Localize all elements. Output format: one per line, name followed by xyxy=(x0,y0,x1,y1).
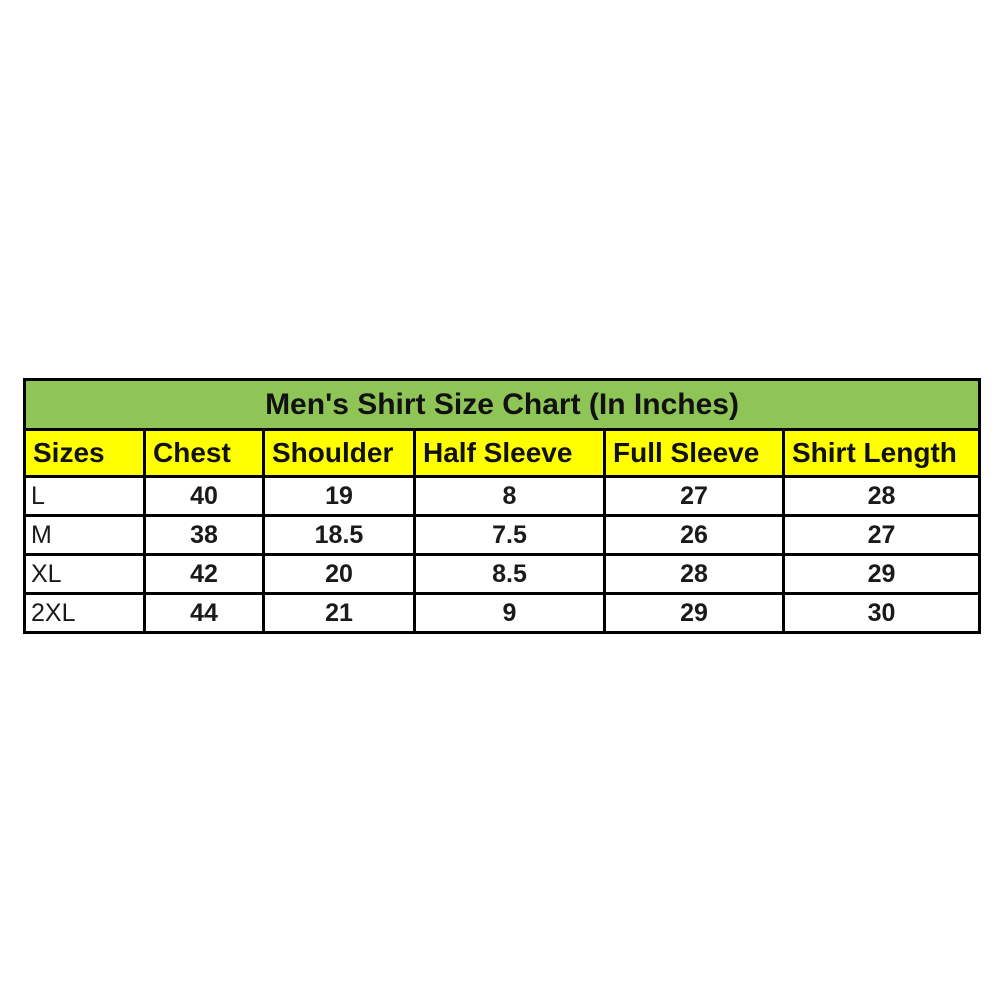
full-sleeve-cell: 29 xyxy=(605,594,784,633)
chest-cell: 44 xyxy=(145,594,264,633)
half-sleeve-cell: 7.5 xyxy=(415,516,605,555)
chest-cell: 38 xyxy=(145,516,264,555)
shoulder-cell: 19 xyxy=(264,477,415,516)
column-header-half-sleeve: Half Sleeve xyxy=(415,430,605,477)
half-sleeve-cell: 8.5 xyxy=(415,555,605,594)
size-label-cell: M xyxy=(25,516,145,555)
chest-cell: 40 xyxy=(145,477,264,516)
column-header-shoulder: Shoulder xyxy=(264,430,415,477)
column-header-full-sleeve: Full Sleeve xyxy=(605,430,784,477)
size-row-m xyxy=(25,516,980,555)
shoulder-cell: 18.5 xyxy=(264,516,415,555)
size-row-l xyxy=(25,477,980,516)
full-sleeve-cell: 28 xyxy=(605,555,784,594)
size-label-cell: 2XL xyxy=(25,594,145,633)
shoulder-cell: 20 xyxy=(264,555,415,594)
full-sleeve-cell: 27 xyxy=(605,477,784,516)
chest-cell: 42 xyxy=(145,555,264,594)
size-chart-image xyxy=(23,378,981,634)
full-sleeve-cell: 26 xyxy=(605,516,784,555)
shirt-length-cell: 27 xyxy=(784,516,980,555)
shirt-length-cell: 28 xyxy=(784,477,980,516)
size-label-cell: L xyxy=(25,477,145,516)
size-chart-table xyxy=(23,378,981,634)
size-row-xl xyxy=(25,555,980,594)
column-header-row xyxy=(25,430,980,477)
chart-title: Men's Shirt Size Chart (In Inches) xyxy=(25,380,980,430)
size-label-cell: XL xyxy=(25,555,145,594)
shoulder-cell: 21 xyxy=(264,594,415,633)
chart-title-row xyxy=(25,380,980,430)
half-sleeve-cell: 8 xyxy=(415,477,605,516)
column-header-chest: Chest xyxy=(145,430,264,477)
half-sleeve-cell: 9 xyxy=(415,594,605,633)
size-row-2xl xyxy=(25,594,980,633)
column-header-sizes: Sizes xyxy=(25,430,145,477)
column-header-shirt-length: Shirt Length xyxy=(784,430,980,477)
shirt-length-cell: 30 xyxy=(784,594,980,633)
shirt-length-cell: 29 xyxy=(784,555,980,594)
